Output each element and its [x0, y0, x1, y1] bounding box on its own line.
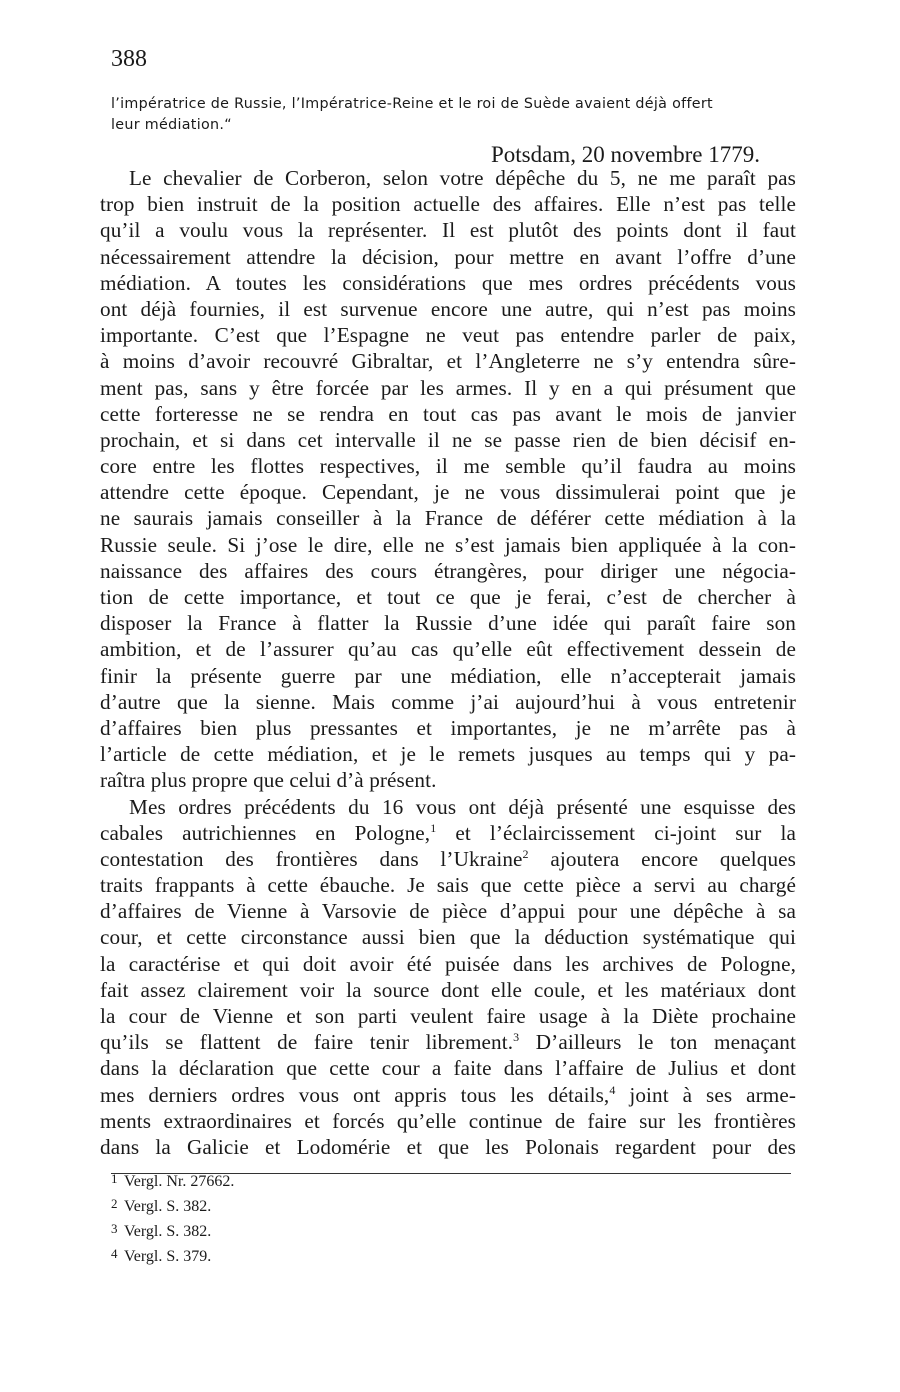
- body-line: mes derniers ordres vous ont appris tous les détails,$^4$ joint à ses arme-: [100, 1082, 796, 1107]
- footnote-mark: 1: [111, 1171, 118, 1186]
- body-line: cour, et cette circonstance aussi bien que la déduction systématique qui: [100, 925, 796, 950]
- footnote-ref[interactable]: 1: [430, 820, 437, 835]
- body-line: la cour de Vienne et son parti veulent faire usage à la Diète prochaine: [100, 1004, 796, 1028]
- body-line: ont déjà fournies, il est survenue encore une autre, qui n’est pas moins: [100, 296, 796, 321]
- body-line: cabales autrichiennes en Pologne,$^1$ et l’éclaircissement ci-joint sur la: [100, 820, 796, 845]
- footnote-text: Vergl. S. 382.: [124, 1223, 212, 1240]
- body-line: attendre cette époque. Cependant, je ne vous dissimulerai point que je: [100, 480, 796, 505]
- body-line: Russie seule. Si j’ose le dire, elle ne s’est jamais bien appliquée à la con-: [100, 532, 796, 557]
- body-line: importante. C’est que l’Espagne ne veut pas entendre parler de paix,: [100, 323, 796, 348]
- body-line: qu’ils se flattent de faire tenir librement.$^3$ D’ailleurs le ton menaçant: [100, 1030, 796, 1055]
- footnote-mark: 2: [111, 1196, 118, 1211]
- footnote-text: Vergl. Nr. 27662.: [124, 1173, 235, 1190]
- body-line: raîtra plus propre que celui d’à présent.: [100, 768, 437, 793]
- preface-quote: [111, 94, 791, 136]
- body-line: d’autre que la sienne. Mais comme j’ai aujourd’hui à vous entretenir: [100, 689, 796, 714]
- footnote-ref[interactable]: 3: [513, 1030, 520, 1045]
- footnotes: [111, 1168, 234, 1268]
- body-line: nécessairement attendre la décision, pour mettre en avant l’offre d’une: [100, 244, 796, 269]
- body-line: d’affaires bien plus pressantes et importantes, je ne m’arrête pas à: [100, 715, 796, 740]
- body-line: finir la présente guerre par une médiation, elle n’accepterait jamais: [100, 663, 796, 688]
- body-line: Mes ordres précédents du 16 vous ont déjà présenté une esquisse des: [129, 794, 796, 819]
- body-line: prochain, et si dans cet intervalle il ne se passe rien de bien décisif en-: [100, 427, 796, 452]
- letter-dateline: Potsdam, 20 novembre 1779.: [491, 142, 760, 167]
- body-line: qu’il a voulu vous la représenter. Il est plutôt des points dont il faut: [100, 218, 796, 243]
- body-line: disposer la France à flatter la Russie d’une idée qui paraît faire son: [100, 611, 796, 636]
- footnote-item: [111, 1193, 234, 1218]
- footnote-mark: 3: [111, 1221, 118, 1236]
- body-line: trop bien instruit de la position actuelle des affaires. Elle n’est pas telle: [100, 192, 796, 217]
- body-line: traits frappants à cette ébauche. Je sais que cette pièce a servi au chargé: [100, 873, 796, 898]
- footnote-item: [111, 1243, 234, 1268]
- body-line: naissance des affaires des cours étrangères, pour diriger une négocia-: [100, 558, 796, 583]
- footnote-item: [111, 1168, 234, 1193]
- body-line: ments extraordinaires et forcés qu’elle continue de faire sur les frontières: [100, 1108, 796, 1133]
- preface-line: l’impératrice de Russie, l’Impératrice-Reine et le roi de Suède avaient déjà offert: [111, 96, 713, 112]
- letter-body: [98, 165, 796, 1160]
- page-number: 388: [111, 46, 147, 72]
- body-line: cette forteresse ne se rendra en tout cas pas avant le mois de janvier: [100, 401, 796, 426]
- footnote-ref[interactable]: 4: [609, 1082, 616, 1097]
- preface-line: leur médiation.“: [111, 117, 232, 133]
- body-line: à moins d’avoir recouvré Gibraltar, et l’Angleterre ne s’y entendra sûre-: [100, 349, 796, 374]
- body-line: Le chevalier de Corberon, selon votre dépêche du 5, ne me paraît pas: [129, 166, 796, 190]
- body-line: dans la Galicie et Lodomérie et que les Polonais regardent pour des: [100, 1134, 796, 1159]
- body-line: l’article de cette médiation, et je le remets jusques au temps qui y pa-: [100, 742, 796, 767]
- footnote-item: [111, 1218, 234, 1243]
- footnote-mark: 4: [111, 1246, 118, 1261]
- footnote-text: Vergl. S. 382.: [124, 1198, 212, 1215]
- body-line: tion de cette importance, et tout ce que je ferai, c’est de chercher à: [100, 585, 796, 609]
- body-line: ambition, et de l’assurer qu’au cas qu’elle eût effectivement dessein de: [100, 637, 796, 662]
- body-line: médiation. A toutes les considérations que mes ordres précédents vous: [100, 270, 796, 295]
- footnote-ref[interactable]: 2: [522, 846, 529, 861]
- body-line: la caractérise et qui doit avoir été puisée dans les archives de Pologne,: [100, 951, 796, 976]
- body-line: d’affaires de Vienne à Varsovie de pièce d’appui pour une dépêche à sa: [100, 899, 796, 924]
- body-line: fait assez clairement voir la source dont elle coule, et les matériaux dont: [100, 977, 796, 1002]
- body-line: ment pas, sans y être forcée par les armes. Il y en a qui présument que: [100, 375, 796, 400]
- body-line: core entre les flottes respectives, il me semble qu’il faudra au moins: [100, 454, 796, 479]
- body-line: dans la déclaration que cette cour a faite dans l’affaire de Julius et dont: [100, 1056, 796, 1081]
- footnote-text: Vergl. S. 379.: [124, 1248, 212, 1265]
- body-line: contestation des frontières dans l’Ukraine$^2$ ajoutera encore quelques: [100, 846, 796, 871]
- body-line: ne saurais jamais conseiller à la France de déférer cette médiation à la: [100, 506, 796, 531]
